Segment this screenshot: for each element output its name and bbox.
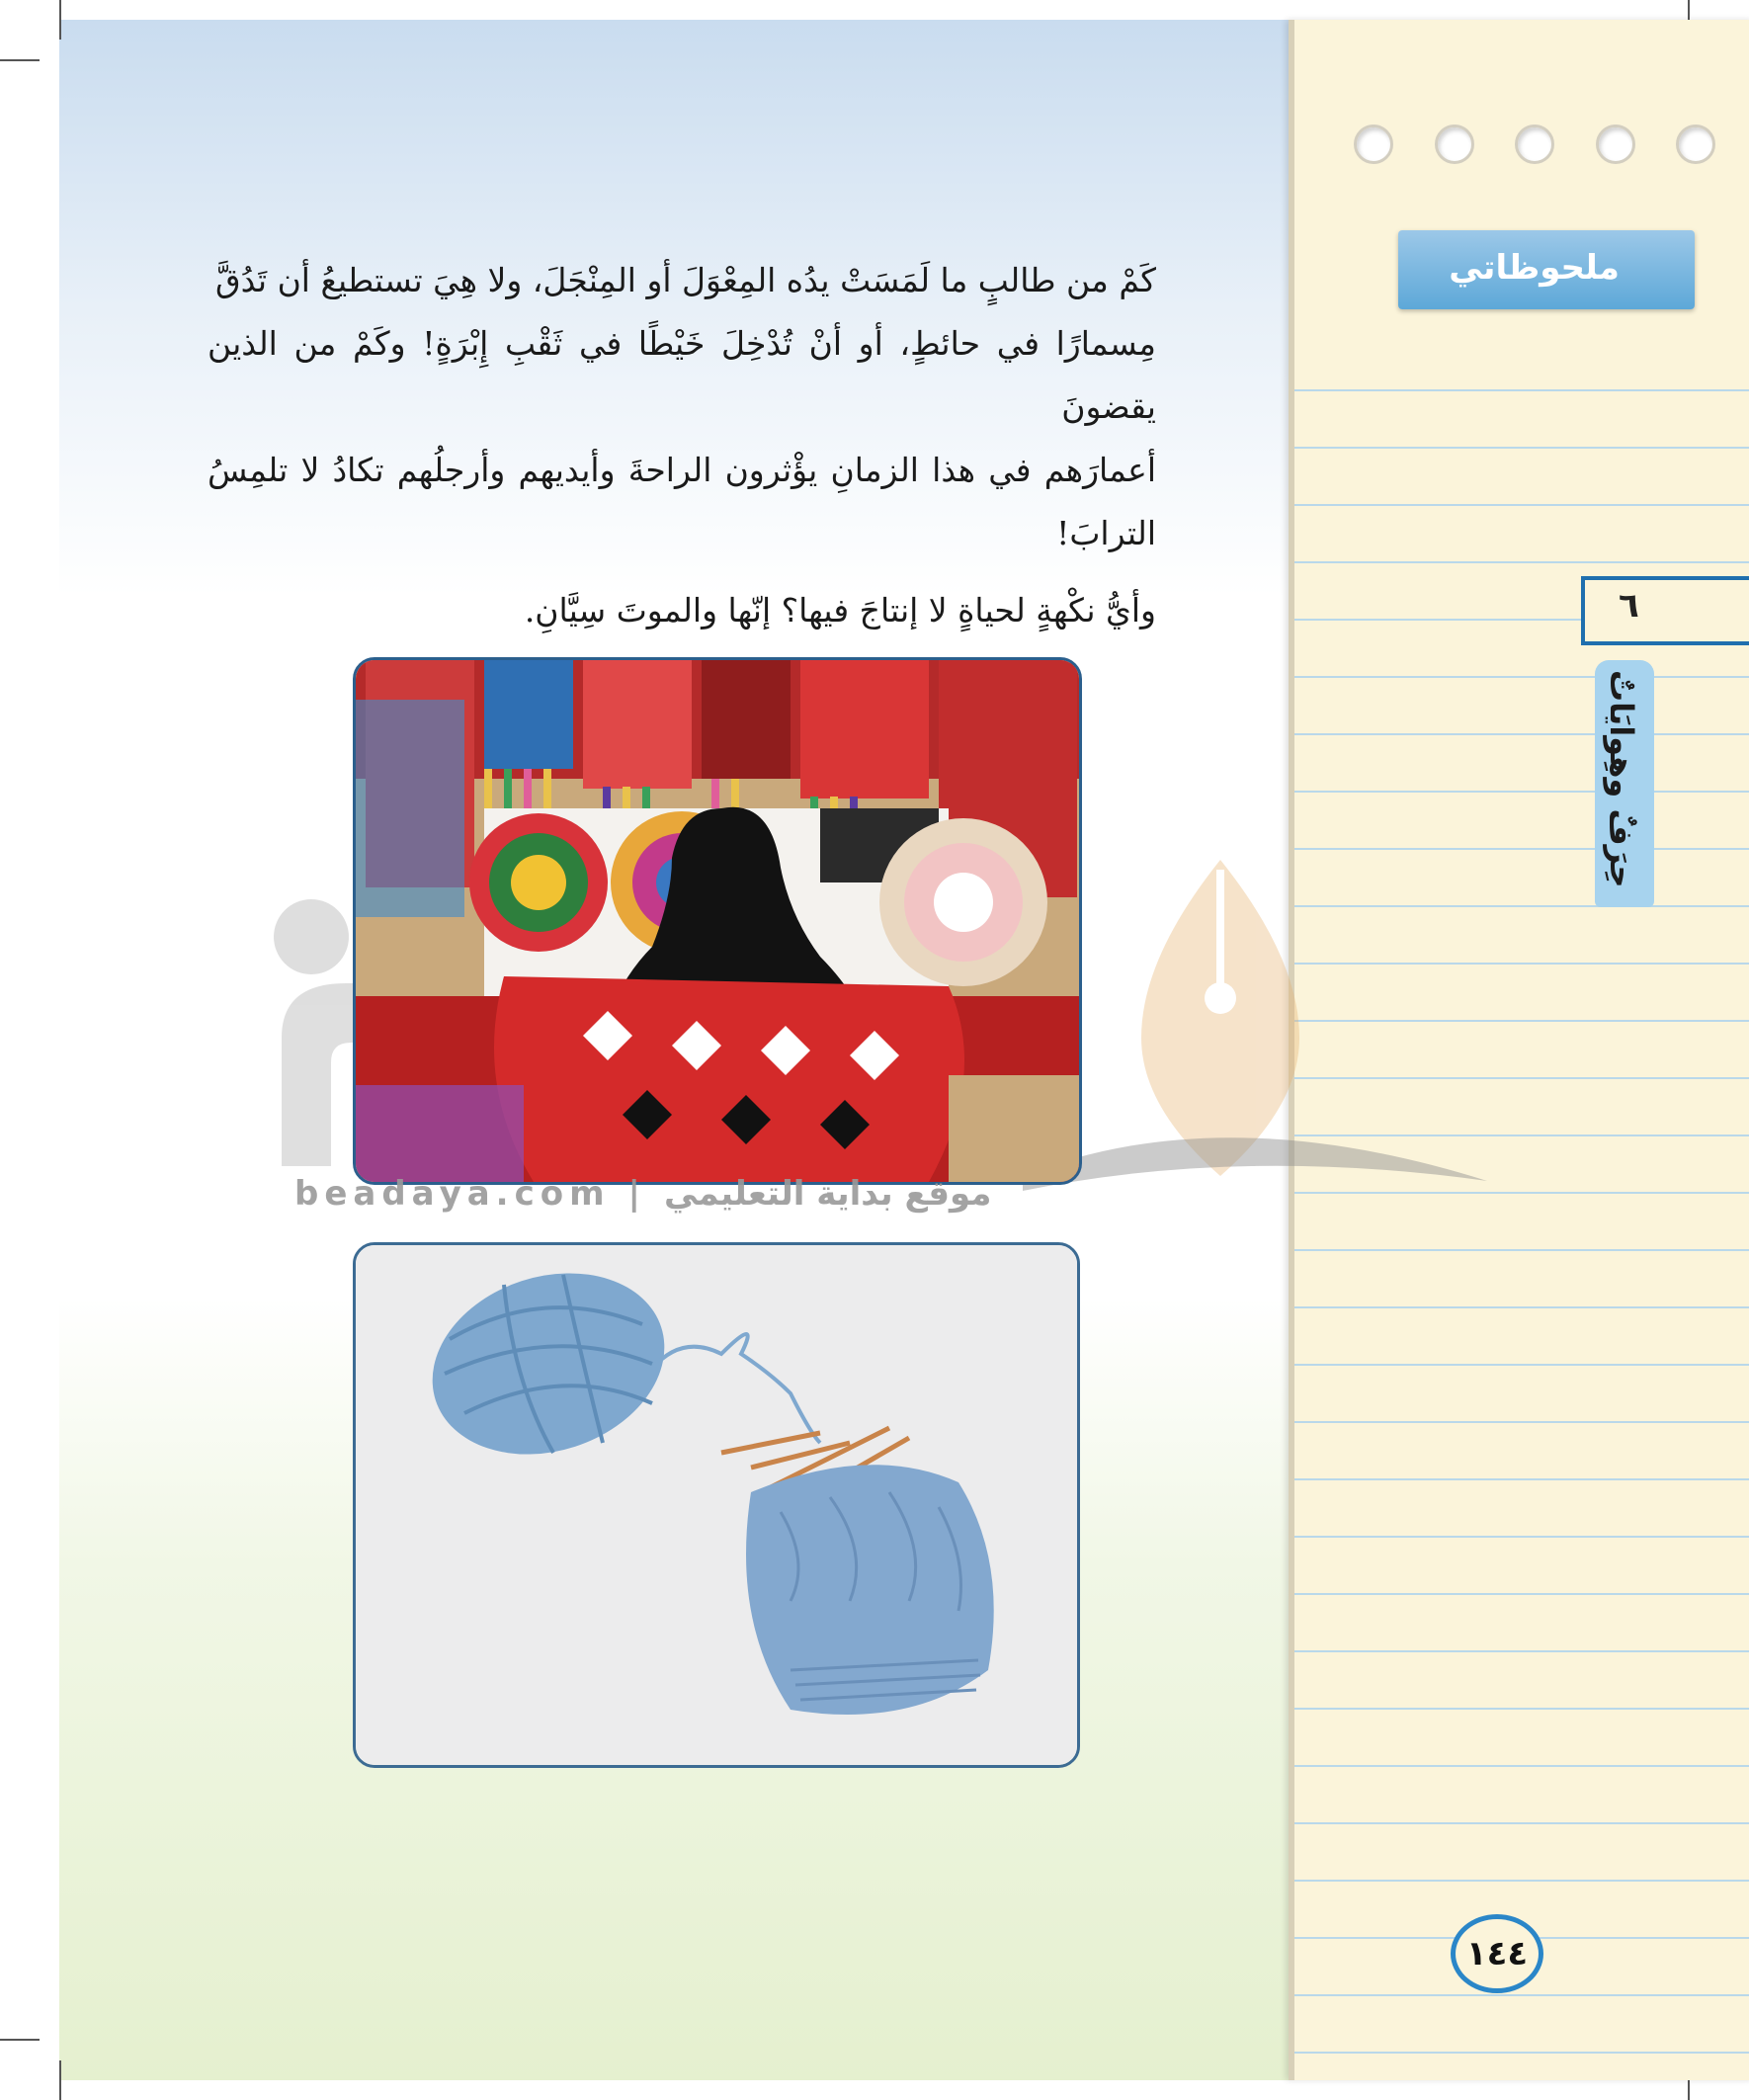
watermark-swoosh (1023, 1137, 1487, 1191)
knitted-blanket (494, 976, 964, 1182)
passage-line: مِسمارًا في حائطٍ، أو أنْ تُدْخِلَ خَيْطًا في ثَقْبِ إِبْرَةٍ! وكَمْ من الذين يقضونَ (208, 324, 1156, 426)
watermark-separator: | (627, 1174, 646, 1214)
passage-line: كَمْ من طالبٍ ما لَمَسَتْ يدُه المِعْوَلَ أو المِنْجَلَ، ولا هِيَ تستطيعُ أن تَدُقَّ (214, 261, 1156, 299)
passage-closing-line: وأيُّ نكْهةٍ لحياةٍ لا إنتاجَ فيها؟ إنّها والموتَ سِيَّانِ. (524, 591, 1156, 630)
binder-hole-icon (1435, 125, 1474, 164)
binder-hole-icon (1515, 125, 1554, 164)
photo-weaver (353, 657, 1082, 1185)
unit-title-tab (1595, 660, 1654, 907)
watermark-dot (274, 899, 349, 974)
binder-hole-icon (1596, 125, 1635, 164)
passage-line: أعمارَهم في هذا الزمانِ يؤْثرون الراحةَ وأيديهم وأرجلُهم تكادُ لا تلمِسُ الترابَ! (208, 451, 1156, 552)
reading-passage (208, 249, 1156, 642)
watermark-pen-icon (1141, 860, 1299, 1176)
watermark-arabic: موقع بداية التعليمي (663, 1174, 992, 1214)
page-number: ١٤٤ (1451, 1914, 1543, 1993)
watermark-site: beadaya.com (294, 1174, 611, 1214)
watermark-text (277, 1174, 991, 1214)
unit-title: حِرَفٌ وهِوايَاتٌ (1603, 670, 1640, 888)
photo-yarn-hat (353, 1242, 1080, 1768)
weaver-illustration (356, 660, 1079, 1182)
crop-mark (59, 0, 61, 40)
crop-mark (0, 59, 40, 61)
crop-mark (0, 2039, 40, 2041)
crop-mark (59, 2060, 61, 2100)
binder-hole-icon (1354, 125, 1393, 164)
unit-number-box (1581, 576, 1749, 645)
unit-number: ٦ (1619, 586, 1639, 626)
notes-label: ملحوظاتي (1449, 248, 1620, 288)
binder-hole-icon (1676, 125, 1715, 164)
yarn-illustration (356, 1245, 1077, 1765)
notes-label-tab (1398, 230, 1695, 309)
